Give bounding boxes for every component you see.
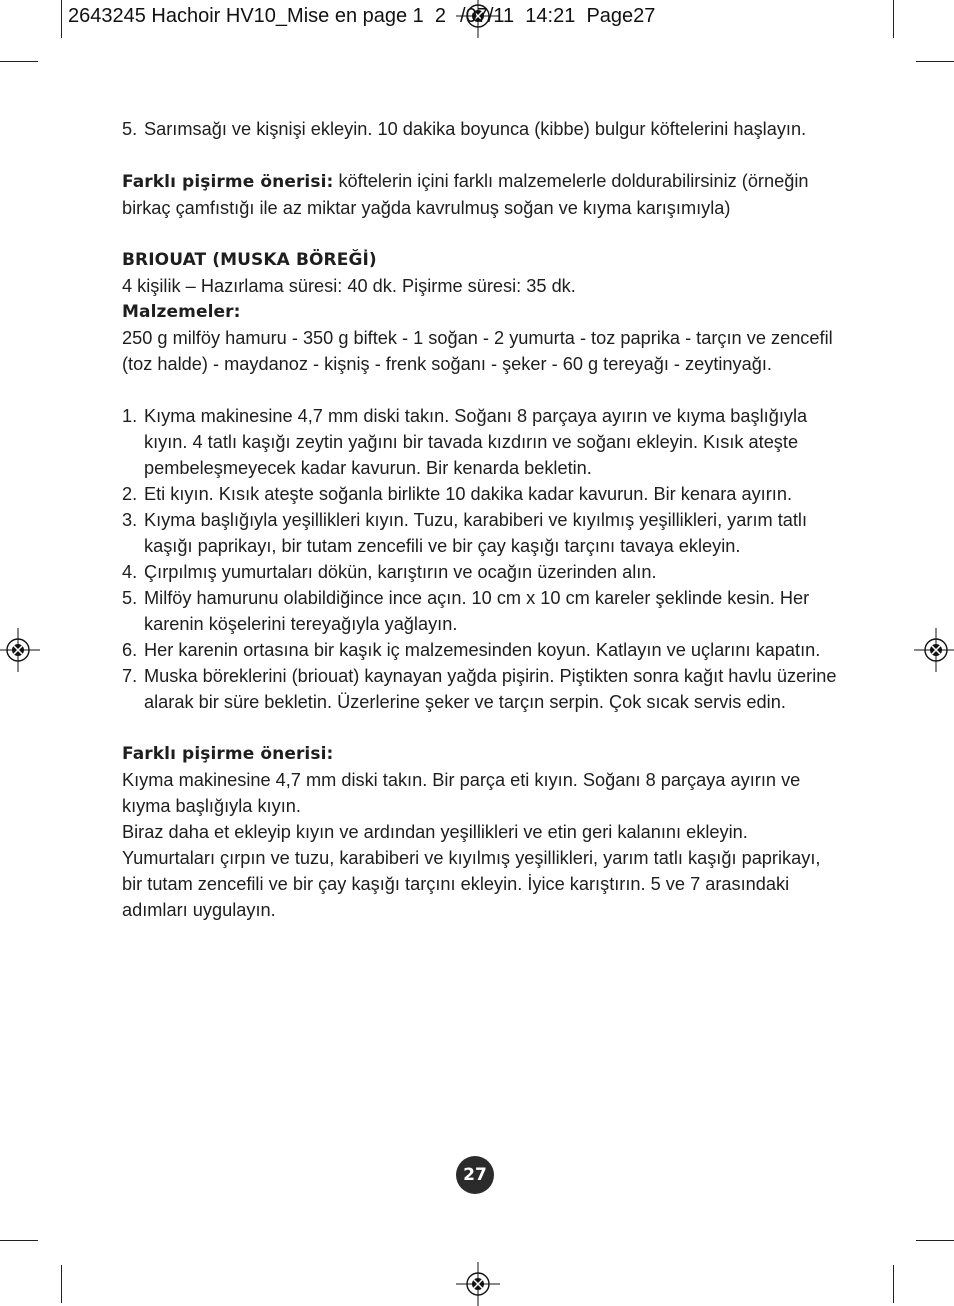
- list-item: [122, 663, 842, 715]
- step-text: Milföy hamurunu olabildiğince ince açın. 10 cm x 10 cm kareler şeklinde kesin. Her karenin köşelerini tereyağıyla yağlayın.: [144, 588, 810, 634]
- registration-mark-icon: [0, 628, 40, 672]
- step-text: Sarımsağı ve kişnişi ekleyin. 10 dakika boyunca (kibbe) bulgur köftelerini haşlayın.: [144, 119, 807, 139]
- crop-mark: [0, 61, 38, 62]
- step-text: Kıyma makinesine 4,7 mm diski takın. Soğanı 8 parçaya ayırın ve kıyma başlığıyla kıyın. 4 tatlı kaşığı zeytin yağını bir tavada kızdırın ve soğanı ekleyin. Kısık ateşte pembeleşmeyecek kadar kavurun. Bir kenarda bekletin.: [144, 406, 808, 478]
- list-item: [122, 481, 842, 507]
- crop-mark: [61, 0, 62, 38]
- step-number: 5.: [122, 588, 138, 608]
- step-text: Kıyma başlığıyla yeşillikleri kıyın. Tuzu, karabiberi ve kıyılmış yeşillikleri, yarım tatlı kaşığı paprikayı, bir tutam zencefili ve bir çay kaşığı tarçını tavaya ekleyin.: [144, 510, 808, 556]
- step-number: 5.: [122, 119, 138, 139]
- crop-mark: [916, 61, 954, 62]
- step-number: 1.: [122, 406, 138, 426]
- list-item: [122, 507, 842, 559]
- crop-mark: [893, 1265, 894, 1303]
- suggestion-text: köftelerin içini farklı malzemelerle doldurabilirsiniz (örneğin birkaç çamfıstığı ile az miktar yağda kavrulmuş soğan ve kıyma karışımıyla): [122, 171, 809, 218]
- list-item: [122, 585, 842, 637]
- cooking-suggestion: [122, 168, 842, 221]
- recipe-steps: [122, 403, 842, 715]
- list-item: [122, 403, 842, 481]
- page-content: [122, 116, 842, 923]
- crop-mark: [0, 1240, 38, 1241]
- crop-mark: [916, 1240, 954, 1241]
- ingredients-text: 250 g milföy hamuru - 350 g biftek - 1 soğan - 2 yumurta - toz paprika - tarçın ve zencefil (toz halde) - maydanoz - kişniş - frenk soğanı - şeker - 60 g tereyağı - zeytinyağı.: [122, 328, 833, 374]
- step-number: 7.: [122, 666, 138, 686]
- suggestion-heading: Farklı pişirme önerisi:: [122, 744, 334, 764]
- step-number: 2.: [122, 484, 138, 504]
- step-number: 6.: [122, 640, 138, 660]
- registration-mark-icon: [914, 628, 954, 672]
- step-text: Çırpılmış yumurtaları dökün, karıştırın ve ocağın üzerinden alın.: [144, 562, 657, 582]
- step-text: Eti kıyın. Kısık ateşte soğanla birlikte 10 dakika kadar kavurun. Bir kenara ayırın.: [144, 484, 792, 504]
- suggestion-label: Farklı pişirme önerisi:: [122, 172, 334, 192]
- recipe-title: BRIOUAT (MUSKA BÖREĞİ): [122, 250, 377, 270]
- list-item: [122, 116, 842, 142]
- step-text: Her karenin ortasına bir kaşık iç malzemesinden koyun. Katlayın ve uçlarını kapatın.: [144, 640, 821, 660]
- list-item: [122, 559, 842, 585]
- print-slug-part1: 2643245 Hachoir HV10_Mise en page 1 2: [68, 5, 447, 27]
- crop-mark: [893, 0, 894, 38]
- crop-mark: [61, 1265, 62, 1303]
- recipe-meta: 4 kişilik – Hazırlama süresi: 40 dk. Pişirme süresi: 35 dk.: [122, 276, 576, 296]
- print-slug: [68, 4, 655, 28]
- print-slug-part2: /07/11 14:21 Page27: [460, 5, 656, 27]
- registration-mark-icon: [456, 1262, 500, 1306]
- intro-step-list: [122, 116, 842, 142]
- step-number: 3.: [122, 510, 138, 530]
- suggestion-paragraph: Kıyma makinesine 4,7 mm diski takın. Bir parça eti kıyın. Soğanı 8 parçaya ayırın ve kıyma başlığıyla kıyın.: [122, 770, 801, 816]
- page-number-badge: 27: [456, 1156, 494, 1194]
- ingredients-label: Malzemeler:: [122, 302, 241, 322]
- list-item: [122, 637, 842, 663]
- step-text: Muska böreklerini (briouat) kaynayan yağda pişirin. Piştikten sonra kağıt havlu üzerine alarak bir süre bekletin. Üzerlerine şeker ve tarçın serpin. Çok sıcak servis edin.: [144, 666, 837, 712]
- step-number: 4.: [122, 562, 138, 582]
- suggestion-paragraph: Biraz daha et ekleyip kıyın ve ardından yeşillikleri ve etin geri kalanını ekleyin. Yumurtaları çırpın ve tuzu, karabiberi ve kıyılmış yeşillikleri, yarım tatlı kaşığı paprikayı, bir tutam zencefili ve bir çay kaşığı tarçını ekleyin. İyice karıştırın. 5 ve 7 arasındaki adımları uygulayın.: [122, 822, 821, 920]
